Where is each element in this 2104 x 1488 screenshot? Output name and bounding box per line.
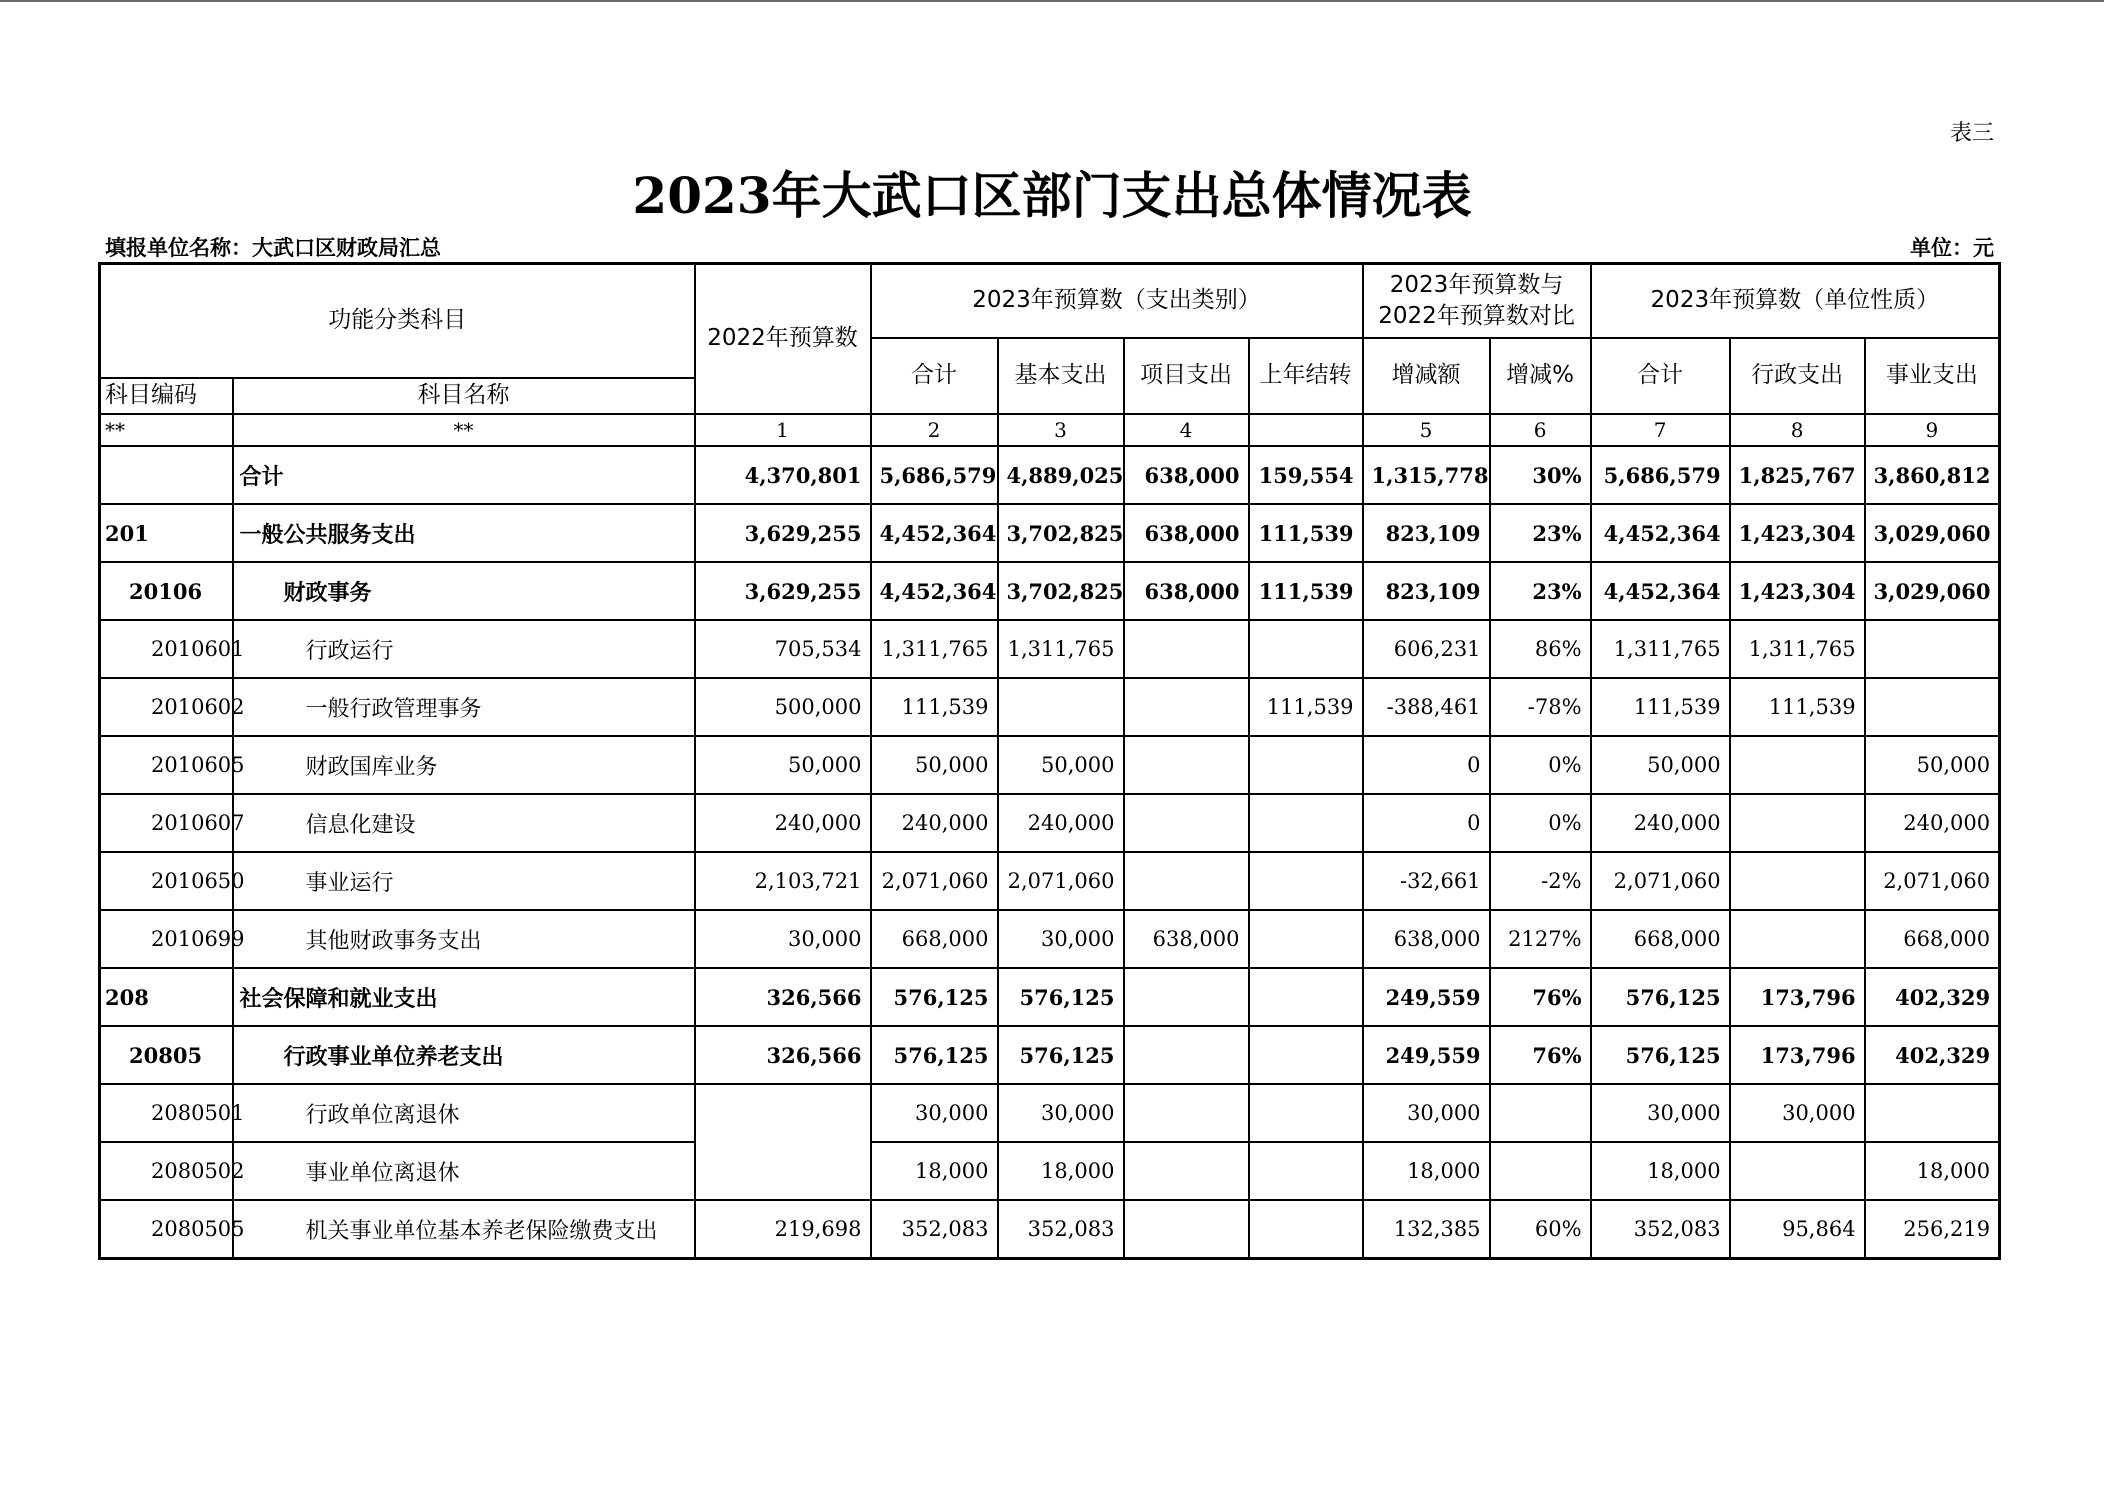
row-total: 668,000 (871, 910, 998, 968)
row-project: 638,000 (1124, 910, 1249, 968)
row-change: 0 (1363, 736, 1490, 794)
header-basic: 基本支出 (998, 338, 1124, 415)
row-carryover (1249, 1084, 1363, 1142)
column-number-row (100, 414, 2000, 446)
header-comparison-line2: 2022年预算数对比 (1378, 302, 1575, 329)
table-row (100, 852, 2000, 910)
row-change-pct: 60% (1490, 1200, 1591, 1259)
row-code: 208 (100, 968, 233, 1026)
row-name: 事业运行 (233, 852, 695, 910)
row-institution: 668,000 (1865, 910, 2000, 968)
row-budget-2022: 3,629,255 (695, 562, 871, 620)
row-basic: 352,083 (998, 1200, 1124, 1259)
row-budget-2022: 219,698 (695, 1200, 871, 1259)
row-total-2: 668,000 (1591, 910, 1730, 968)
header-admin: 行政支出 (1730, 338, 1865, 415)
row-change-pct: 2127% (1490, 910, 1591, 968)
table-row (100, 736, 2000, 794)
header-change-pct: 增减% (1490, 338, 1591, 415)
row-basic: 576,125 (998, 1026, 1124, 1084)
row-budget-2022: 2,103,721 (695, 852, 871, 910)
row-budget-2022: 4,370,801 (695, 446, 871, 504)
row-carryover (1249, 968, 1363, 1026)
row-budget-2022: 30,000 (695, 910, 871, 968)
header-institution: 事业支出 (1865, 338, 2000, 415)
row-project (1124, 678, 1249, 736)
row-basic: 3,702,825 (998, 504, 1124, 562)
row-change: 606,231 (1363, 620, 1490, 678)
row-carryover: 111,539 (1249, 504, 1363, 562)
row-basic: 1,311,765 (998, 620, 1124, 678)
row-total-2: 18,000 (1591, 1142, 1730, 1200)
row-total: 50,000 (871, 736, 998, 794)
row-institution: 402,329 (1865, 968, 2000, 1026)
row-admin: 30,000 (1730, 1084, 1865, 1142)
row-total-2: 30,000 (1591, 1084, 1730, 1142)
row-total-2: 576,125 (1591, 1026, 1730, 1084)
row-code: 20106 (100, 562, 233, 620)
row-name: 机关事业单位基本养老保险缴费支出 (233, 1200, 695, 1259)
row-budget-2022: 240,000 (695, 794, 871, 852)
row-code: 2010650 (100, 852, 233, 910)
row-code: 2010601 (100, 620, 233, 678)
colno-3: 3 (998, 414, 1124, 446)
row-total: 576,125 (871, 1026, 998, 1084)
row-admin: 173,796 (1730, 1026, 1865, 1084)
expenditure-table (98, 262, 2001, 1260)
row-admin: 1,423,304 (1730, 562, 1865, 620)
row-change-pct (1490, 1142, 1591, 1200)
reporting-unit: 填报单位名称：大武口区财政局汇总 (105, 236, 441, 260)
row-institution: 402,329 (1865, 1026, 2000, 1084)
row-total-2: 352,083 (1591, 1200, 1730, 1259)
row-total: 5,686,579 (871, 446, 998, 504)
row-project: 638,000 (1124, 504, 1249, 562)
header-budget-2022: 2022年预算数 (695, 264, 871, 415)
row-change: 638,000 (1363, 910, 1490, 968)
table-row (100, 504, 2000, 562)
row-total: 2,071,060 (871, 852, 998, 910)
row-admin: 173,796 (1730, 968, 1865, 1026)
row-name: 行政运行 (233, 620, 695, 678)
row-project: 638,000 (1124, 562, 1249, 620)
row-name: 事业单位离退休 (233, 1142, 695, 1200)
row-carryover (1249, 620, 1363, 678)
row-change: 0 (1363, 794, 1490, 852)
row-admin (1730, 1142, 1865, 1200)
row-admin (1730, 852, 1865, 910)
row-institution: 240,000 (1865, 794, 2000, 852)
header-total-2: 合计 (1591, 338, 1730, 415)
row-institution: 18,000 (1865, 1142, 2000, 1200)
row-total-2: 111,539 (1591, 678, 1730, 736)
row-project (1124, 620, 1249, 678)
header-project: 项目支出 (1124, 338, 1249, 415)
table-number: 表三 (1949, 121, 1994, 146)
row-carryover (1249, 1142, 1363, 1200)
row-project (1124, 794, 1249, 852)
row-change: 30,000 (1363, 1084, 1490, 1142)
row-carryover (1249, 1200, 1363, 1259)
row-code: 2010699 (100, 910, 233, 968)
table-row (100, 678, 2000, 736)
colno-1: 1 (695, 414, 871, 446)
row-institution: 3,860,812 (1865, 446, 2000, 504)
row-budget-2022: 326,566 (695, 968, 871, 1026)
row-change: 823,109 (1363, 562, 1490, 620)
row-basic: 30,000 (998, 910, 1124, 968)
row-change-pct: 76% (1490, 1026, 1591, 1084)
row-total: 576,125 (871, 968, 998, 1026)
row-total: 111,539 (871, 678, 998, 736)
header-comparison-line1: 2023年预算数与 (1389, 271, 1564, 298)
row-carryover (1249, 910, 1363, 968)
table-row (100, 1026, 2000, 1084)
row-basic: 50,000 (998, 736, 1124, 794)
row-code: 2080501 (100, 1084, 233, 1142)
header-code: 科目编码 (100, 378, 233, 414)
row-admin: 1,423,304 (1730, 504, 1865, 562)
table-row (100, 910, 2000, 968)
row-total-2: 2,071,060 (1591, 852, 1730, 910)
row-institution (1865, 678, 2000, 736)
row-project (1124, 1084, 1249, 1142)
table-row-total (100, 446, 2000, 504)
row-project: 638,000 (1124, 446, 1249, 504)
header-change: 增减额 (1363, 338, 1490, 415)
row-change-pct (1490, 1084, 1591, 1142)
row-total-2: 5,686,579 (1591, 446, 1730, 504)
header-comparison (1363, 264, 1591, 338)
row-basic: 576,125 (998, 968, 1124, 1026)
table-row (100, 1200, 2000, 1259)
row-carryover (1249, 852, 1363, 910)
row-total-2: 240,000 (1591, 794, 1730, 852)
row-total: 352,083 (871, 1200, 998, 1259)
row-project (1124, 968, 1249, 1026)
row-institution: 2,071,060 (1865, 852, 2000, 910)
row-budget-2022 (695, 1084, 871, 1200)
row-change: 249,559 (1363, 968, 1490, 1026)
row-admin: 111,539 (1730, 678, 1865, 736)
row-project (1124, 852, 1249, 910)
row-code: 2080505 (100, 1200, 233, 1259)
row-admin (1730, 736, 1865, 794)
row-admin: 95,864 (1730, 1200, 1865, 1259)
colno-8: 8 (1730, 414, 1865, 446)
row-code: 2010605 (100, 736, 233, 794)
row-project (1124, 1200, 1249, 1259)
row-name: 信息化建设 (233, 794, 695, 852)
row-change-pct: 23% (1490, 562, 1591, 620)
row-carryover (1249, 736, 1363, 794)
row-change-pct: 86% (1490, 620, 1591, 678)
row-carryover: 111,539 (1249, 562, 1363, 620)
row-name: 行政事业单位养老支出 (233, 1026, 695, 1084)
row-institution: 3,029,060 (1865, 562, 2000, 620)
row-total: 4,452,364 (871, 562, 998, 620)
row-institution: 50,000 (1865, 736, 2000, 794)
row-carryover: 111,539 (1249, 678, 1363, 736)
colno-2: 2 (871, 414, 998, 446)
colno-6: 6 (1490, 414, 1591, 446)
row-total: 1,311,765 (871, 620, 998, 678)
row-carryover (1249, 794, 1363, 852)
row-change-pct: 23% (1490, 504, 1591, 562)
row-basic: 3,702,825 (998, 562, 1124, 620)
row-total: 240,000 (871, 794, 998, 852)
row-institution: 256,219 (1865, 1200, 2000, 1259)
row-project (1124, 736, 1249, 794)
row-total: 30,000 (871, 1084, 998, 1142)
header-name: 科目名称 (233, 378, 695, 414)
page-border (0, 0, 2104, 2)
row-institution (1865, 620, 2000, 678)
header-total: 合计 (871, 338, 998, 415)
row-basic: 2,071,060 (998, 852, 1124, 910)
row-admin: 1,311,765 (1730, 620, 1865, 678)
row-code (100, 446, 233, 504)
row-change: 823,109 (1363, 504, 1490, 562)
row-change: -388,461 (1363, 678, 1490, 736)
row-code: 2010602 (100, 678, 233, 736)
row-change: 249,559 (1363, 1026, 1490, 1084)
row-budget-2022: 705,534 (695, 620, 871, 678)
row-total: 4,452,364 (871, 504, 998, 562)
row-code: 2080502 (100, 1142, 233, 1200)
colno-code: ** (100, 414, 233, 446)
row-total: 18,000 (871, 1142, 998, 1200)
header-carryover: 上年结转 (1249, 338, 1363, 415)
row-code: 20805 (100, 1026, 233, 1084)
row-basic: 18,000 (998, 1142, 1124, 1200)
row-total-2: 4,452,364 (1591, 504, 1730, 562)
row-change-pct: 0% (1490, 794, 1591, 852)
colno-blank (1249, 414, 1363, 446)
row-basic: 30,000 (998, 1084, 1124, 1142)
row-institution: 3,029,060 (1865, 504, 2000, 562)
row-change: 18,000 (1363, 1142, 1490, 1200)
row-change-pct: 0% (1490, 736, 1591, 794)
row-name: 行政单位离退休 (233, 1084, 695, 1142)
colno-9: 9 (1865, 414, 2000, 446)
table-row (100, 562, 2000, 620)
table-row (100, 794, 2000, 852)
row-budget-2022: 50,000 (695, 736, 871, 794)
row-total-2: 576,125 (1591, 968, 1730, 1026)
row-total-2: 1,311,765 (1591, 620, 1730, 678)
table-row (100, 1084, 2000, 1142)
row-change: -32,661 (1363, 852, 1490, 910)
row-budget-2022: 3,629,255 (695, 504, 871, 562)
row-basic: 4,889,025 (998, 446, 1124, 504)
header-by-type: 2023年预算数（支出类别） (871, 264, 1363, 338)
row-name: 社会保障和就业支出 (233, 968, 695, 1026)
row-admin (1730, 910, 1865, 968)
row-carryover: 159,554 (1249, 446, 1363, 504)
colno-name: ** (233, 414, 695, 446)
row-change-pct: 30% (1490, 446, 1591, 504)
row-change-pct: -78% (1490, 678, 1591, 736)
row-basic (998, 678, 1124, 736)
row-change-pct: -2% (1490, 852, 1591, 910)
page-title: 2023年大武口区部门支出总体情况表 (632, 166, 1472, 225)
table-row (100, 620, 2000, 678)
row-code: 2010607 (100, 794, 233, 852)
table-row (100, 968, 2000, 1026)
row-institution (1865, 1084, 2000, 1142)
row-carryover (1249, 1026, 1363, 1084)
row-total-2: 4,452,364 (1591, 562, 1730, 620)
row-admin (1730, 794, 1865, 852)
row-total-2: 50,000 (1591, 736, 1730, 794)
row-project (1124, 1026, 1249, 1084)
row-admin: 1,825,767 (1730, 446, 1865, 504)
row-project (1124, 1142, 1249, 1200)
row-name: 一般行政管理事务 (233, 678, 695, 736)
currency-unit: 单位：元 (1910, 236, 1994, 260)
row-budget-2022: 500,000 (695, 678, 871, 736)
row-change-pct: 76% (1490, 968, 1591, 1026)
colno-4: 4 (1124, 414, 1249, 446)
row-budget-2022: 326,566 (695, 1026, 871, 1084)
row-change: 1,315,778 (1363, 446, 1490, 504)
row-name: 财政事务 (233, 562, 695, 620)
header-category: 功能分类科目 (100, 264, 695, 379)
row-change: 132,385 (1363, 1200, 1490, 1259)
row-name: 其他财政事务支出 (233, 910, 695, 968)
colno-7: 7 (1591, 414, 1730, 446)
row-code: 201 (100, 504, 233, 562)
row-name: 财政国库业务 (233, 736, 695, 794)
colno-5: 5 (1363, 414, 1490, 446)
row-name: 一般公共服务支出 (233, 504, 695, 562)
row-basic: 240,000 (998, 794, 1124, 852)
header-by-unit: 2023年预算数（单位性质） (1591, 264, 2000, 338)
row-name: 合计 (233, 446, 695, 504)
table-row (100, 1142, 2000, 1200)
